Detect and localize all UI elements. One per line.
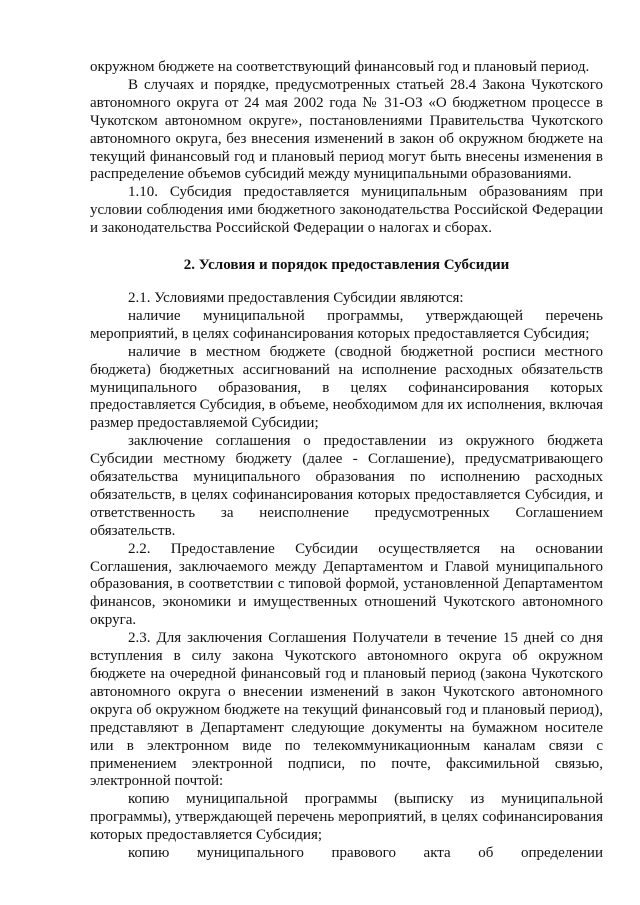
paragraph-continuation: окружном бюджете на соответствующий финансовый год и плановый период. bbox=[90, 59, 590, 75]
paragraph-1-10: 1.10. Субсидия предоставляется муниципальным образованиям при условии соблюдения ими бюджетного законодательства Российской Федерации и законодательства Российской Федерации о налогах и сборах. bbox=[90, 184, 603, 237]
paragraph-condition-budget: наличие в местном бюджете (сводной бюджетной росписи местного бюджета) бюджетных ассигнований на исполнение расходных обязательств муниципального образования, в целях софинансирования которых предоставляется Субсидия, в объеме, необходимом для их исполнения, включая размер предоставляемой Субсидии; bbox=[90, 343, 603, 432]
paragraph-budget-changes: В случаях и порядке, предусмотренных статьей 28.4 Закона Чукотского автономного округа от 24 мая 2002 года № 31-ОЗ «О бюджетном процессе в Чукотском автономном округе», постановлениями Правительства Чукотского автономного округа, без внесения изменений в закон об окружном бюджете на текущий финансовый год и плановый период могут быть внесены изменения в распределение объемов субсидий между муниципальными образованиями. bbox=[90, 76, 603, 183]
paragraph-condition-agreement: заключение соглашения о предоставлении из окружного бюджета Субсидии местному бюджету (далее - Соглашение), предусматривающего обязательства муниципального образования по исполнению расходных обязательств, в целях софинансирования которых предоставляется Субсидия, и ответственность за неисполнение предусмотренных Соглашением обязательств. bbox=[90, 433, 603, 539]
section-heading: 2. Условия и порядок предоставления Субсидии bbox=[183, 257, 510, 274]
paragraph-2-2: 2.2. Предоставление Субсидии осуществляется на основании Соглашения, заключаемого между Департаментом и Главой муниципального образования, в соответствии с типовой формой, установленной Департаментом финансов, экономики и имущественных отношений Чукотского автономного округа. bbox=[90, 540, 603, 629]
paragraph-condition-program: наличие муниципальной программы, утверждающей перечень мероприятий, в целях софинансирования которых предоставляется Субсидия; bbox=[90, 307, 603, 342]
paragraph-2-1: 2.1. Условиями предоставления Субсидии являются: bbox=[128, 289, 464, 306]
paragraph-copy-program: копию муниципальной программы (выписку из муниципальной программы), утверждающей перечень мероприятий, в целях софинансирования которых предоставляется Субсидия; bbox=[90, 791, 603, 844]
paragraph-copy-act: копию муниципального правового акта об определении bbox=[128, 845, 603, 862]
paragraph-2-3: 2.3. Для заключения Соглашения Получатели в течение 15 дней со дня вступления в силу закона Чукотского автономного округа об окружном бюджете на очередной финансовый год и плановый период (закона Чукотского автономного округа о внесении изменений в закон Чукотского автономного округа об окружном бюджете на текущий финансовый год и плановый период), представляют в Департамент следующие документы на бумажном носителе или в электронном виде по телекоммуникационным каналам связи с применением электронной подписи, по почте, факсимильной связью, электронной почтой: bbox=[90, 630, 603, 790]
